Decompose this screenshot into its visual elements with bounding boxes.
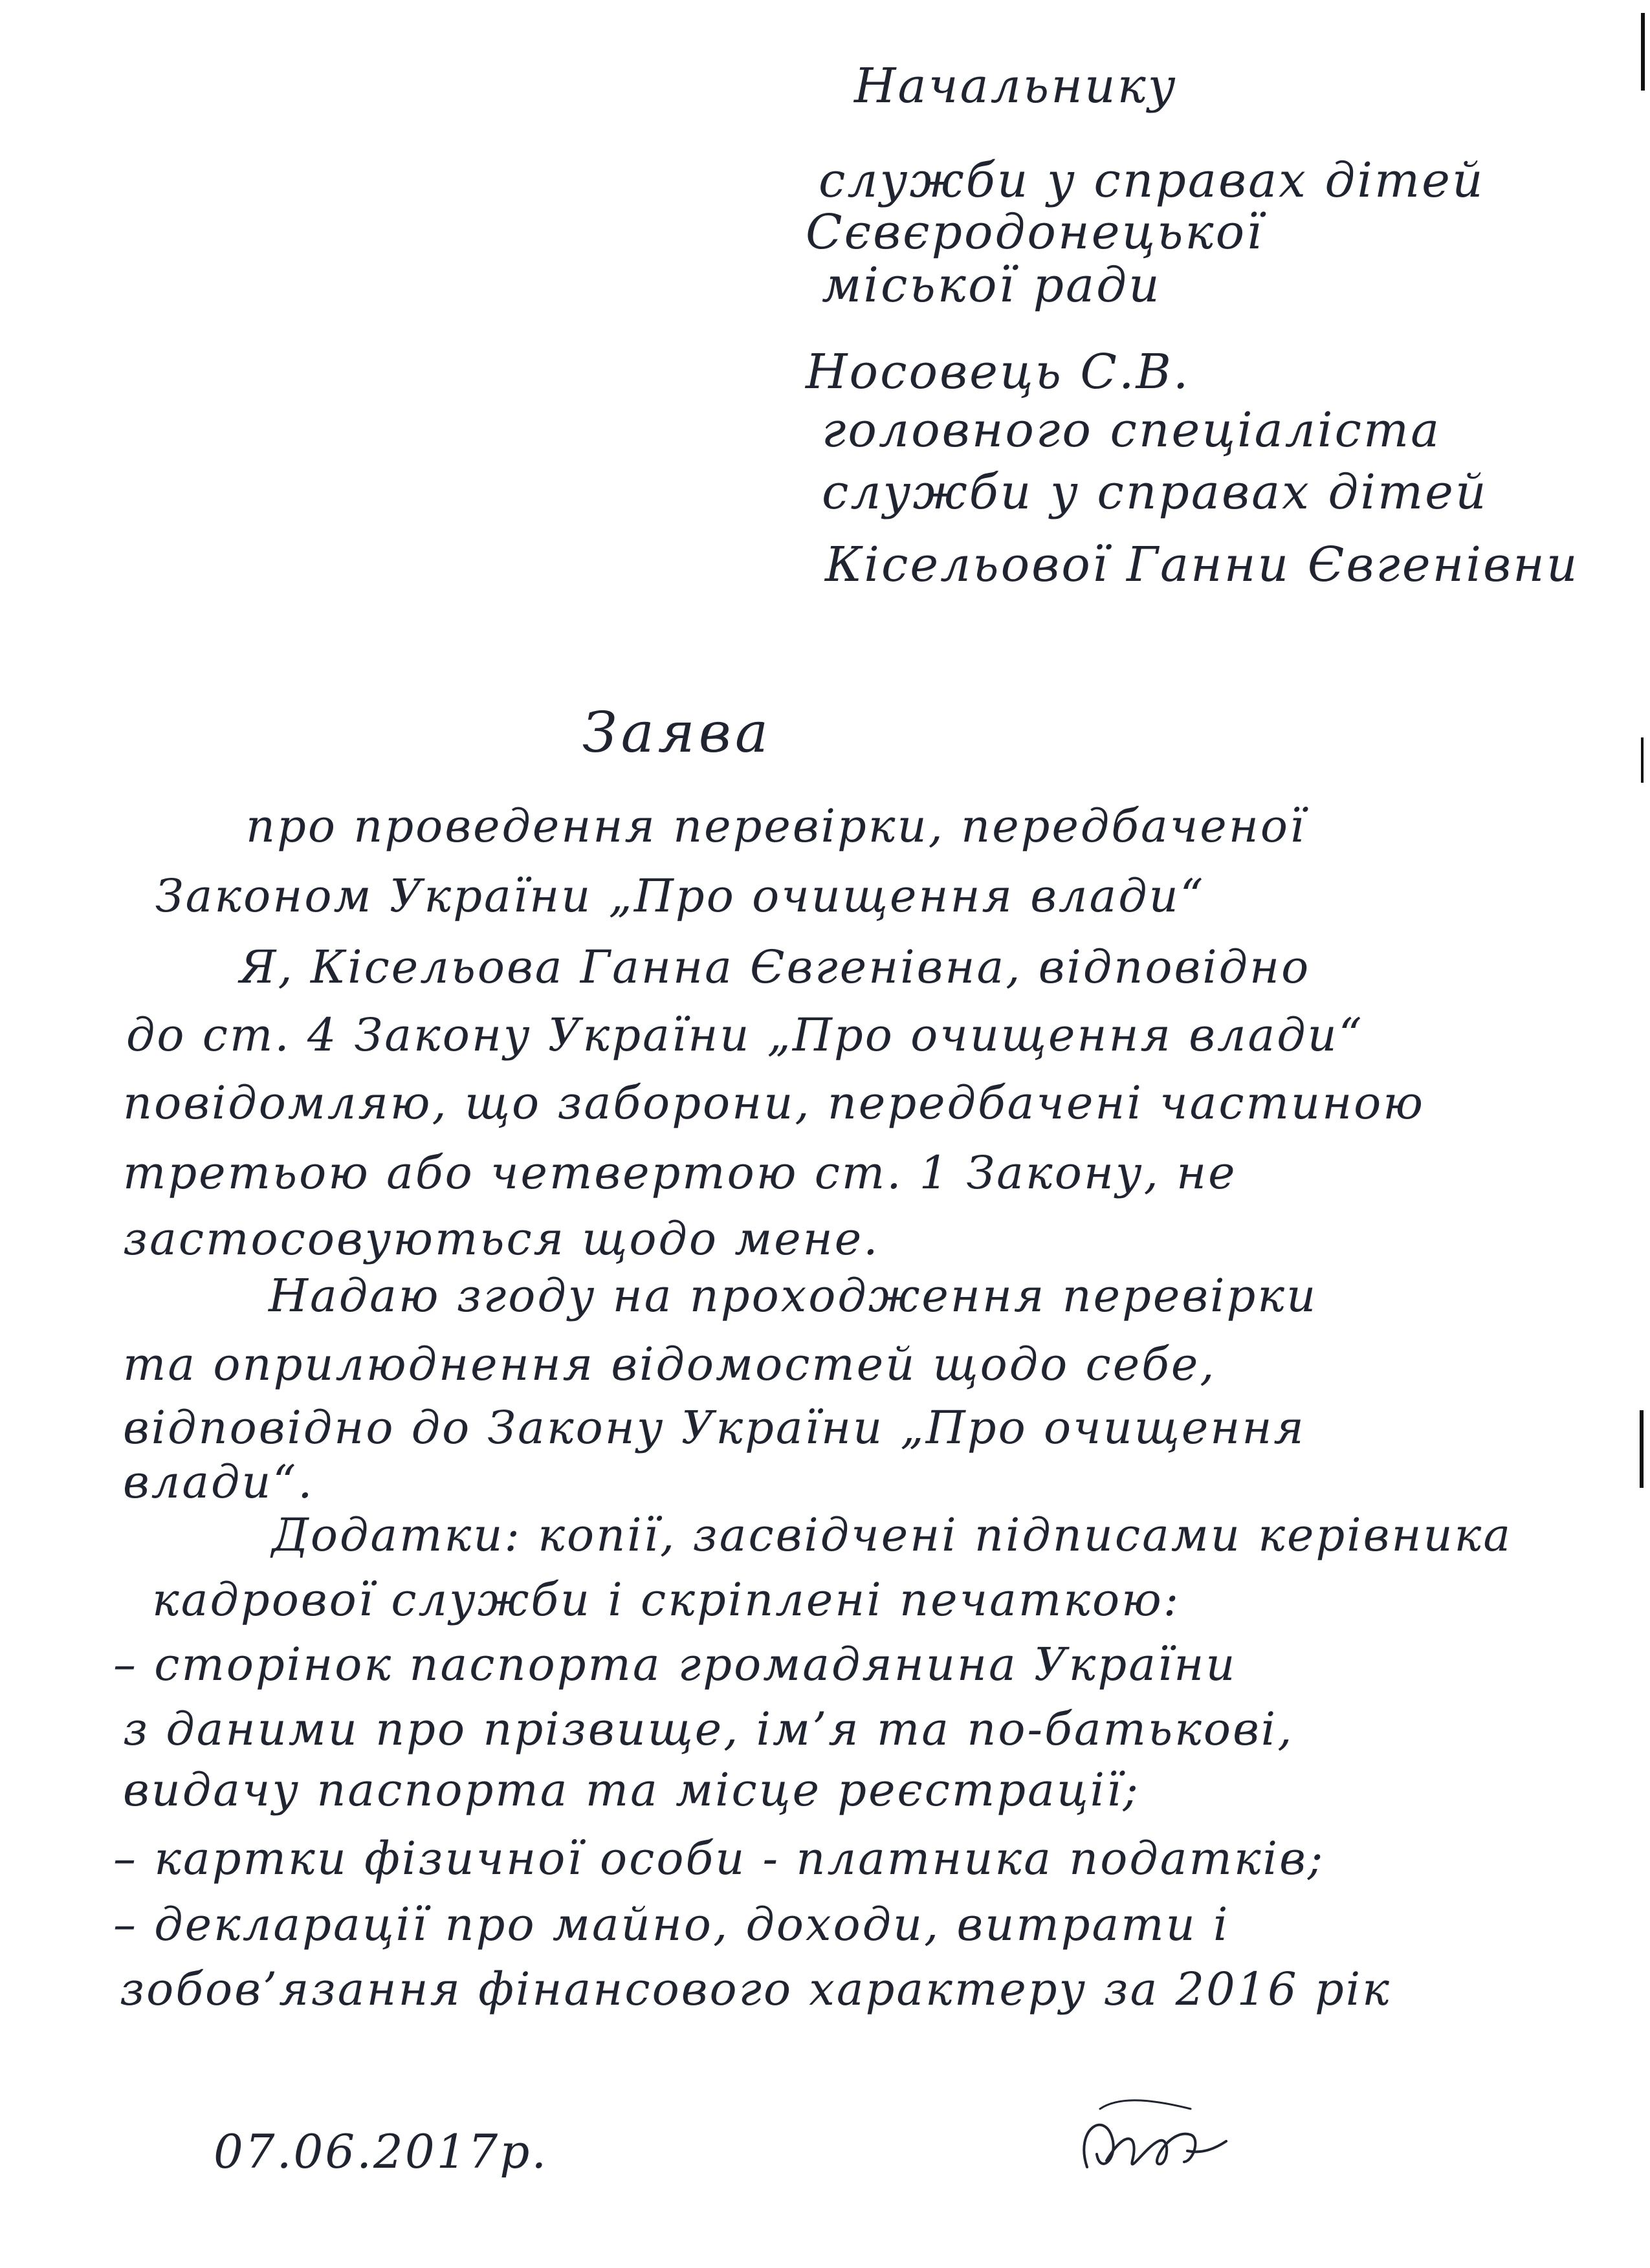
body-line: кадрової служби і скріплені печаткою: bbox=[152, 1573, 1181, 1626]
scan-edge-mark-middle bbox=[1641, 737, 1644, 783]
body-line: Додатки: копії, засвідчені підписами керівника bbox=[272, 1509, 1513, 1562]
addressee-line: Кісельової Ганни Євгенівни bbox=[825, 537, 1579, 593]
body-line: повідомляю, що заборони, передбачені частиною bbox=[123, 1076, 1425, 1129]
addressee-line: Носовець С.В. bbox=[806, 344, 1191, 400]
addressee-line: Сєвєродонецької bbox=[806, 204, 1264, 260]
scan-edge-mark-bottom bbox=[1640, 1410, 1644, 1488]
addressee-line: міської ради bbox=[822, 257, 1161, 313]
body-line: – сторінок паспорта громадянина України bbox=[113, 1638, 1237, 1691]
body-line: відповідно до Закону України „Про очищення bbox=[123, 1401, 1306, 1454]
addressee-line: служби у справах дітей bbox=[819, 153, 1485, 208]
body-line: влади“. bbox=[123, 1456, 314, 1509]
addressee-line: Начальнику bbox=[854, 58, 1178, 114]
body-line: Я, Кісельова Ганна Євгенівна, відповідно bbox=[239, 941, 1311, 994]
document-title: Заява bbox=[582, 701, 773, 765]
signature-date: 07.06.2017р. bbox=[214, 2124, 549, 2179]
addressee-line: служби у справах дітей bbox=[822, 464, 1488, 520]
scan-edge-mark-top bbox=[1641, 13, 1645, 91]
body-line: та оприлюднення відомостей щодо себе, bbox=[123, 1338, 1216, 1391]
body-line: з даними про прізвище, ім’я та по-батькові, bbox=[123, 1703, 1294, 1756]
body-line: Надаю згоду на проходження перевірки bbox=[269, 1269, 1318, 1322]
body-line: третьою або четвертою ст. 1 Закону, не bbox=[123, 1146, 1237, 1199]
body-line: – картки фізичної особи - платника податків; bbox=[113, 1832, 1325, 1885]
body-line: видачу паспорта та місце реєстрації; bbox=[123, 1763, 1141, 1816]
body-line: до ст. 4 Закону України „Про очищення влади“ bbox=[126, 1009, 1364, 1062]
body-line: – декларації про майно, доходи, витрати і bbox=[113, 1898, 1230, 1951]
addressee-line: головного спеціаліста bbox=[822, 402, 1442, 458]
handwritten-signature bbox=[1061, 2089, 1229, 2206]
body-line: застосовуються щодо мене. bbox=[123, 1212, 880, 1265]
body-line: про проведення перевірки, передбаченої bbox=[246, 800, 1306, 853]
body-line: зобов’язання фінансового характеру за 2016 рік bbox=[120, 1963, 1391, 2016]
body-line: Законом України „Про очищення влади“ bbox=[155, 869, 1205, 922]
